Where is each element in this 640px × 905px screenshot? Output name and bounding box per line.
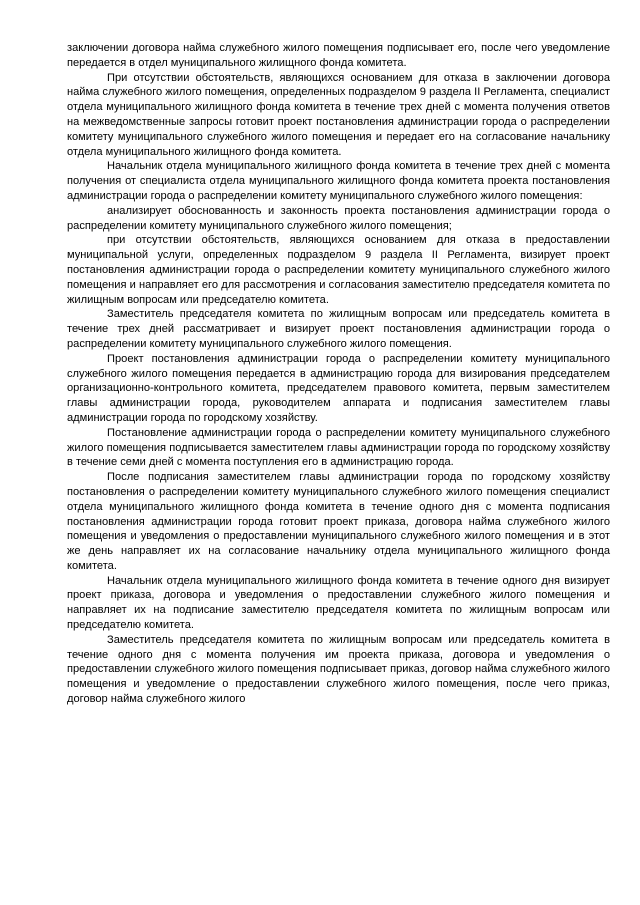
paragraph-resolution-signing: Постановление администрации города о распределении комитету муниципального служебного жилого помещения подписывается заместителем главы администрации города по городскому хозяйству в течение семи дней с момента поступления его в администрацию города.	[67, 426, 610, 469]
document-page	[67, 41, 610, 707]
paragraph-contract-signing-end: заключении договора найма служебного жилого помещения подписывает его, после чего уведомление передается в отдел муниципального жилищного фонда комитета.	[67, 42, 610, 69]
paragraph-draft-to-administration: Проект постановления администрации города о распределении комитету муниципального служебного жилого помещения передается в администрацию города для визирования председателем организационно-контрольного комитета, председателем правового комитета, первым заместителем главы администрации города, руководителем аппарата и подписания заместителем главы администрации города по городскому хозяйству.	[67, 352, 610, 424]
paragraph-department-head-review: Начальник отдела муниципального жилищного фонда комитета в течение трех дней с момента получения от специалиста отдела муниципального жилищного фонда комитета проекта постановления администрации города о распределении комитету муниципального служебного жилого помещения:	[67, 160, 610, 202]
paragraph-no-refusal-grounds: При отсутствии обстоятельств, являющихся основанием для отказа в заключении договора найма служебного жилого помещения, определенных подразделом 9 раздела II Регламента, специалист отдела муниципального жилищного фонда комитета в течение трех дней с момента получения ответов на межведомственные запросы готовит проект постановления администрации города о распределении комитету муниципального служебного жилого помещения и передает его на согласование начальнику отдела муниципального жилищного фонда комитета.	[67, 71, 610, 158]
paragraph-visa-and-forward: при отсутствии обстоятельств, являющихся основанием для отказа в предоставлении муниципальной услуги, определенных подразделом 9 раздела II Регламента, визирует проект постановления администрации города о распределении комитету муниципального служебного жилого помещения и направляет его для рассмотрения и согласования заместителю председателя комитета по жилищным вопросам или председателю комитета.	[67, 234, 610, 306]
paragraph-deputy-chair-review: Заместитель председателя комитета по жилищным вопросам или председатель комитета в течение трех дней рассматривает и визирует проект постановления администрации города о распределении комитету муниципального служебного жилого помещения.	[67, 308, 610, 350]
paragraph-head-visa-order: Начальник отдела муниципального жилищного фонда комитета в течение одного дня визирует проект приказа, договора и уведомления о предоставлении служебного жилого помещения и направляет их на подписание заместителю председателя комитета по жилищным вопросам или председателю комитета.	[67, 574, 610, 632]
paragraph-deputy-signs-order: Заместитель председателя комитета по жилищным вопросам или председатель комитета в течение одного дня с момента получения им проекта приказа, договора и уведомления о предоставлении служебного жилого помещения подписывает приказ, договор найма служебного жилого помещения и уведомление о предоставлении служебного жилого помещения, после чего приказ, договор найма служебного жилого	[67, 633, 610, 706]
paragraph-order-preparation: После подписания заместителем главы администрации города по городскому хозяйству постановления о распределении комитету муниципального служебного жилого помещения специалист отдела муниципального жилищного фонда комитета в течение одного дня с момента подписания постановления администрации города готовит проект приказа, договора найма служебного жилого помещения и уведомления о предоставлении муниципального служебного жилого помещения и в этот же день направляет их на согласование начальнику отдела муниципального жилищного фонда комитета.	[67, 471, 610, 572]
paragraph-analysis: анализирует обоснованность и законность проекта постановления администрации города о распределении комитету муниципального служебного жилого помещения;	[67, 204, 610, 232]
